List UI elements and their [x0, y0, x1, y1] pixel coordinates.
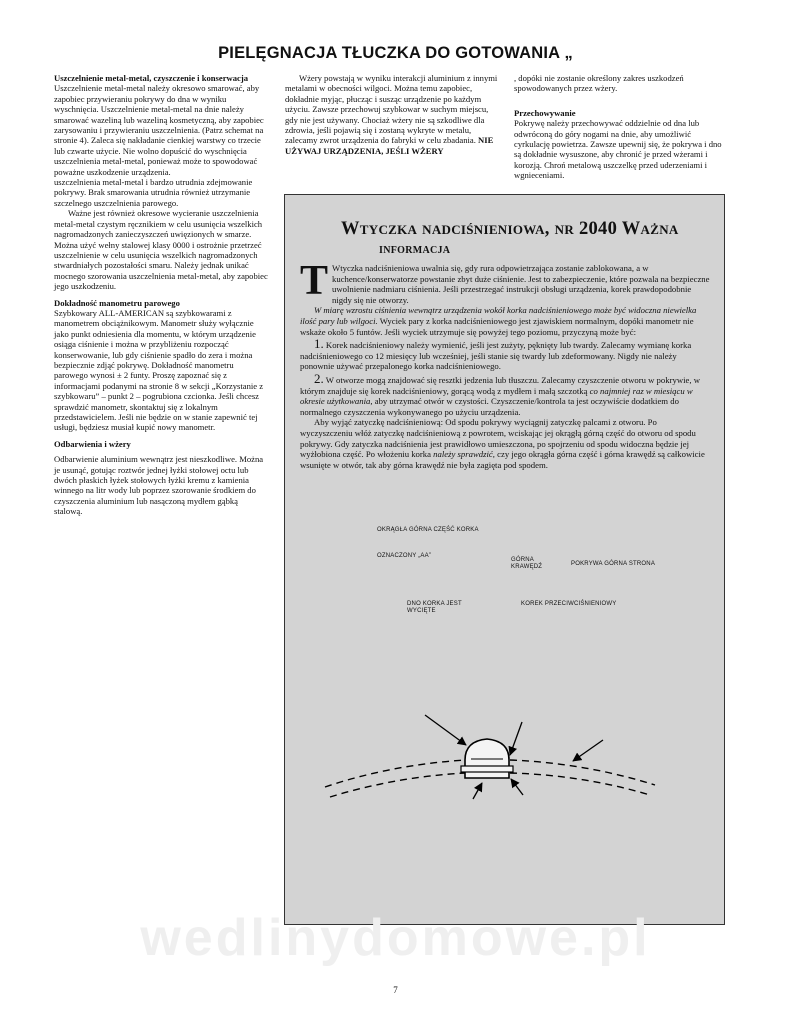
paragraph: Uszczelnienie metal-metal należy okresowo smarować, aby zapobiec przywieraniu pokrywy do dna w wyniku wyschnięcia. Uszczelnienie metal-metal na dnie należy smarować wazeliną lub wazeliną kosmetyczną, aby zapobiec zarysowaniu i przywieraniu uszczelnienia. (Patrz schemat na stronie 4). Zaleca się nakładanie cienkiej warstwy co trzecie lub czwarte użycie. Nie wolno dopuścić do wyschnięcia uszczelnienia metal-metal, ponieważ może to spowodować poważne uszkodzenie urządzenia. [54, 83, 264, 177]
pointer-arrow [511, 779, 523, 795]
cover-outline-bottom [510, 773, 650, 795]
diagram-label-bottom: DNO KORKA JEST WYCIĘTE [407, 601, 462, 614]
paragraph: uszczelnienia metal-metal i bardzo utrudnia zdejmowanie pokrywy. Brak smarowania utrudnia również utrzymanie szczelnego uszczelnienia parowego. [54, 177, 253, 208]
cover-outline-top [510, 760, 655, 785]
paragraph: Odbarwienie aluminium wewnątrz jest nieszkodliwe. Można je usunąć, gotując roztwór jednej łyżki stołowej octu lub dwóch płaskich łyżek stołowych łyżki kremu z kamienia winnego na litr wody lub poprzez szorowanie środkiem do czyszczenia aluminium lub nasączoną mydłem gąbką stalową. [54, 454, 264, 517]
page-title: PIELĘGNACJA TŁUCZKA DO GOTOWANIA „ [218, 44, 573, 62]
diagram-label-top: OKRĄGŁA GÓRNA CZĘŚĆ KORKA [377, 527, 479, 533]
section-heading-gauge: Dokładność manometru parowego [54, 297, 180, 308]
section-heading-discoloration: Odbarwienia i wżery [54, 438, 131, 449]
section-heading-seal: Uszczelnienie metal-metal, czyszczenie i konserwacja [54, 73, 249, 83]
paragraph: T Wtyczka nadciśnieniowa uwalnia się, gdy rura odpowietrzająca zostanie zablokowana, a w kuchence/konserwatorze powstanie zbyt duże ciśnienie. Jest to zabezpieczenie, które pozwala na bezpieczne uwolnienie nadmiaru ciśnienia. Jeśli przestrzegać instrukcji obsługi urządzenia, korek prawdopodobnie nigdy się nie otworzy. [300, 258, 710, 305]
pointer-arrow [510, 722, 522, 755]
page-number: 7 [393, 985, 398, 995]
pointer-arrow [573, 740, 603, 761]
cover-outline-top [325, 760, 465, 787]
paragraph: 1. Korek nadciśnieniowy należy wymienić, jeśli jest zużyty, pęknięty lub twardy. Zalecamy wymianę korka nadciśnieniowego co 12 miesięcy lub wcześniej, jeśli stanie się twardy lub zdeformowany. Nigdy nie należy ponownie używać przepalonego korka nadciśnieniowego. [300, 336, 692, 372]
drop-cap: T [300, 258, 329, 304]
paragraph: Wżery powstają w wyniku interakcji aluminium z innymi metalami w obecności wilgoci. Można temu zapobiec, dokładnie myjąc, płucząc i susząc urządzenie po każdym użyciu. Zawsze przechowuj szybkowar w suchym miejscu, gdy nie jest używany. Chociaż wżery nie są szkodliwe dla zdrowia, jeśli pojawią się i zostaną wykryte w metalu, zalecamy zwrot urządzenia do fabryki w celu zbadania. NIE UŻYWAJ URZĄDZENIA, JEŚLI WŻERY [285, 73, 498, 156]
paragraph: Aby wyjąć zatyczkę nadciśnieniową: Od spodu pokrywy wyciągnij zatyczkę palcami z otworu. Po wyczyszczeniu włóż zatyczkę nadciśnieniową z powrotem, wciskając jej okrągłą górną część do otworu od spodu pokrywy. Gdy zatyczka nadciśnienia jest prawidłowo umieszczona, po spojrzeniu od spodu widoczna będzie jej wyżłobiona część. Po włożeniu korka należy sprawdzić, czy jego okrągła górna część i górna krawędź są całkowicie wsunięte w otwór, tak aby górna krawędź nie była zagięta pod spodem. [300, 417, 705, 470]
pressure-plug-shape [461, 739, 513, 778]
info-box [284, 194, 725, 925]
paragraph: Pokrywę należy przechowywać oddzielnie od dna lub odwróconą do góry nogami na dnie, aby umożliwić cyrkulację powietrza. Zawsze upewnij się, że pokrywa i dno są dokładnie wysuszone, aby chronić je przed wżerami i korozją. Chroń metalową uszczelkę przed uderzeniami i wgnieceniami. [514, 118, 722, 181]
plug-cross-section-diagram [285, 195, 726, 926]
paragraph: Szybkowary ALL-AMERICAN są szybkowarami z manometrem obciążnikowym. Manometr służy wyłącznie jako punkt odniesienia dla momentu, w którym urządzenie osiąga ciśnienie i można w przybliżeniu rozpocząć konserwowanie, lub gdy ciśnienie spadło do zera i można bezpiecznie zdjąć pokrywę. Dokładność manometru parowego wynosi ± 2 funty. Proszę zapoznać się z informacjami podanymi na stronie 8 w sekcji „Korzystanie z szybkowaru” – punkt 2 – pogrubiona czcionka. Jeśli chcesz sprawdzić manometr, skontaktuj się z lokalnym przedstawicielem. Jeśli nie będzie on w stanie zapewnić tej usługi, będziesz musiał kupić nowy manometr. [54, 307, 264, 433]
paragraph: 2. W otworze mogą znajdować się resztki jedzenia lub tłuszczu. Zalecamy czyszczenie otworu w pokrywie, w którym znajduje się korek nadciśnieniowy, gorącą wodą z mydłem i małą szczotką co najmniej raz w miesiącu w okresie użytkowania, aby utrzymać otwór w czystości. Czyszczenie/kontrola ta jest oczywiście dodatkiem do normalnego czyszczenia wykonywanego po użyciu urządzenia. [300, 370, 700, 417]
pointer-arrow [425, 715, 466, 745]
section-heading-storage: Przechowywanie [514, 107, 576, 118]
diagram-label-upper-edge: GÓRNA KRAWĘDŹ [511, 557, 543, 570]
paragraph: Ważne jest również okresowe wycieranie uszczelnienia metal-metal czystym ręcznikiem w celu usunięcia wszelkich nagromadzonych zanieczyszczeń uwięzionych w smarze. Można użyć wełny stalowej klasy 0000 i ostrożnie przetrzeć uszczelnienie w celu usunięcia wszelkich nagromadzonych stwardniałych pozostałości smaru. Należy jednak unikać mocnego szorowania uszczelnienia metal-metal, aby zapobiec jego uszkodzeniu. [54, 208, 268, 292]
watermark: wedlinydomowe.pl [140, 909, 651, 967]
cover-outline-bottom [330, 773, 465, 797]
column-3 [514, 73, 724, 181]
info-box-title: Wtyczka nadciśnieniowa, nr 2040 Ważna [341, 219, 679, 239]
info-box-subtitle: informacja [379, 242, 451, 257]
diagram-label-plug: KOREK PRZECIWCIŚNIENIOWY [521, 601, 617, 607]
paragraph: , dopóki nie zostanie określony zakres uszkodzeń spowodowanych przez wżery. [514, 73, 684, 94]
column-2 [285, 73, 500, 156]
diagram-label-cover-top: POKRYWA GÓRNA STRONA [571, 561, 656, 567]
column-1 [54, 73, 268, 517]
paragraph: W miarę wzrostu ciśnienia wewnątrz urządzenia wokół korka nadciśnieniowego może być widoczna niewielka ilość pary lub wilgoci. Wyciek pary z korka nadciśnieniowego jest zjawiskiem normalnym, dopóki manometr nie wskaże około 5 funtów. Jeśli wyciek utrzymuje się powyżej tego poziomu, przyczyną może być: [300, 305, 697, 337]
diagram-label-marked: OZNACZONY „AA” [377, 553, 432, 559]
pointer-arrow [473, 783, 482, 799]
